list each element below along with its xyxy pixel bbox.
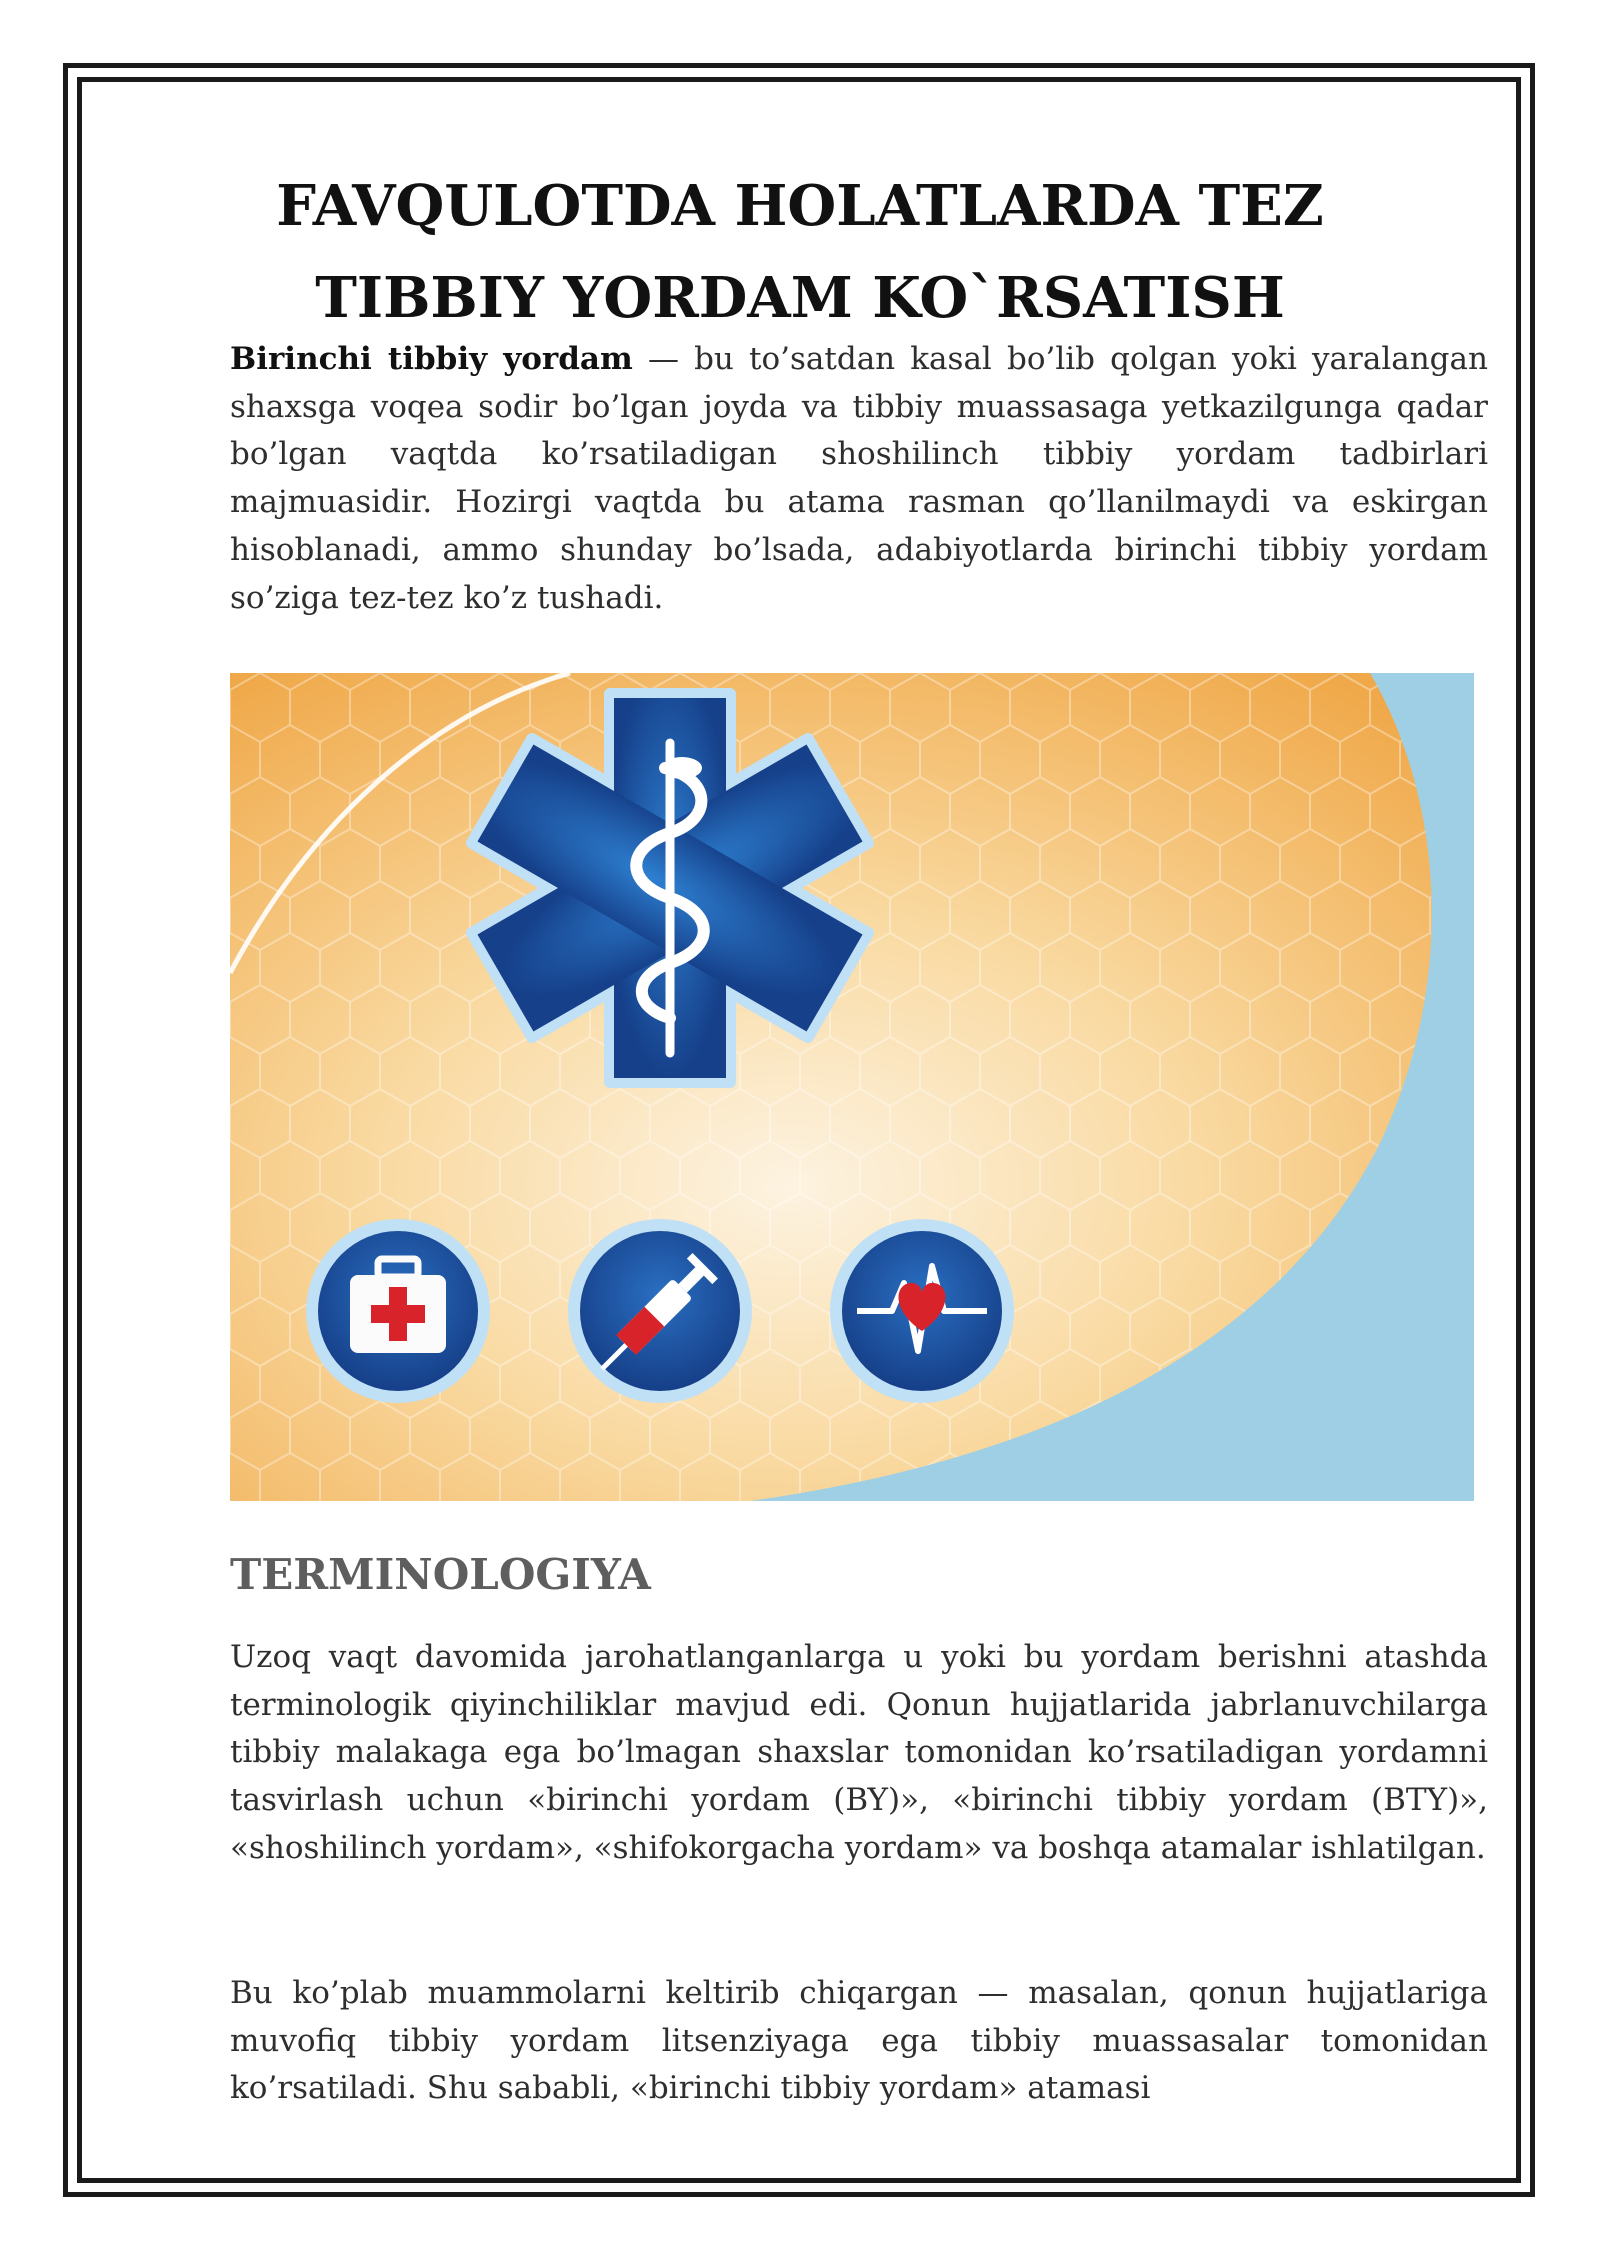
section-paragraph-2: Bu ko’plab muammolarni keltirib chiqargan — masalan, qonun hujjatlariga muvofiq tibbiy yordam litsenziyaga ega tibbiy muassasalar tomonidan ko’rsatiladi. Shu sababli, «birinchi tibbiy yordam» atamasi [230,1975,1488,2107]
intro-paragraph [230,336,1488,622]
intro-text: — bu to’satdan kasal bo’lib qolgan yoki yaralangan shaxsga voqea sodir bo’lgan joyda va tibbiy muassasaga yetkazilgunga qadar bo’lgan vaqtda ko’rsatiladigan shoshilinch tibbiy yordam tadbirlari majmuasidir. Hozirgi vaqtda bu atama rasman qo’llanilmaydi va eskirgan hisoblanadi, ammo shunday bo’lsada, adabiyotlarda birinchi tibbiy yordam so’ziga tez-tez ko’z tushadi. [230,341,1488,616]
section-heading: TERMINOLOGIYA [230,1550,651,1599]
heartbeat-icon [830,1219,1014,1403]
first-aid-illustration [230,673,1474,1501]
section-paragraph-1: Uzoq vaqt davomida jarohatlanganlarga u yoki bu yordam berishni atashda terminologik qiyinchiliklar mavjud edi. Qonun hujjatlarida jabrlanuvchilarga tibbiy malakaga ega bo’lmagan shaxslar tomonidan ko’rsatiladigan yordamni tasvirlash uchun «birinchi yordam (BY)», «birinchi tibbiy yordam (BTY)», «shoshilinch yordam», «shifokorgacha yordam» va boshqa atamalar ishlatilgan. [230,1639,1488,1866]
intro-term: Birinchi tibbiy yordam [230,341,633,377]
first-aid-kit-icon [306,1219,490,1403]
page-title [160,160,1440,344]
syringe-icon [568,1219,752,1403]
title-line-1: FAVQULOTDA HOLATLARDA TEZ [276,173,1324,239]
title-line-2: TIBBIY YORDAM KO`RSATISH [315,265,1285,331]
